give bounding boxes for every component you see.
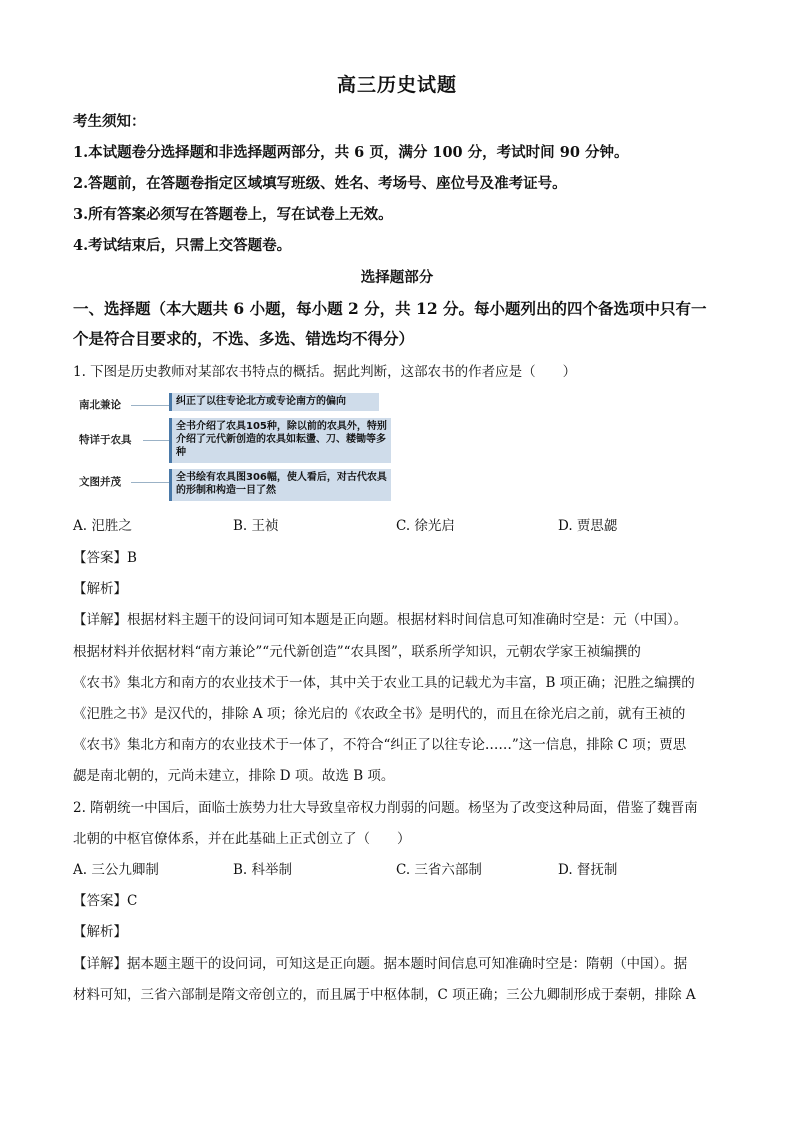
agricultural-book-diagram: [73, 390, 395, 503]
analysis-text: 材料可知，三省六部制是隋文帝创立的，而且属于中枢体制，C 项正确；三公九卿制形成于秦朝，排除 A: [73, 987, 696, 1003]
answer-options: [73, 858, 723, 878]
question-stem: 1. 下图是历史教师对某部农书特点的概括。据此判断，这部农书的作者应是（ ）: [73, 364, 577, 380]
answer-label: 【答案】C: [73, 893, 138, 909]
option-c: C. 徐光启: [396, 518, 455, 534]
option-b: B. 科举制: [233, 862, 293, 878]
connector-line: [131, 482, 169, 483]
answer-label: 【答案】B: [73, 550, 137, 566]
part-one-heading-cont: 个是符合目要求的，不选、多选、错选均不得分）: [73, 329, 415, 348]
page-title: 高三历史试题: [336, 74, 457, 96]
diagram-label: 特详于农具: [79, 434, 132, 446]
notice-item: 4.考试结束后，只需上交答题卷。: [73, 237, 292, 254]
connector-line: [143, 440, 169, 441]
analysis-text: 《汜胜之书》是汉代的，排除 A 项；徐光启的《农政全书》是明代的，而且在徐光启之前，就有王祯的: [73, 706, 686, 722]
section-title: 选择题部分: [360, 269, 434, 286]
connector-line: [131, 405, 169, 406]
option-a: A. 汜胜之: [73, 518, 132, 534]
option-b: B. 王祯: [233, 518, 279, 534]
diagram-label: 南北兼论: [79, 399, 121, 411]
analysis-text: 【详解】根据材料主题干的设问词可知本题是正向题。根据材料时间信息可知准确时空是：元（中国）。: [73, 612, 688, 628]
analysis-heading: 【解析】: [73, 924, 127, 940]
diagram-box: 全书介绍了农具105种，除以前的农具外，特别介绍了元代新创造的农具如耘盪、刀、耧锄等多种: [169, 418, 391, 463]
analysis-text: 《农书》集北方和南方的农业技术于一体了，不符合“纠正了以往专论……”这一信息，排除 C 项；贾思: [73, 737, 687, 753]
answer-options: [73, 514, 723, 534]
analysis-text: 根据材料并依据材料“南方兼论”“元代新创造”“农具图”，联系所学知识，元朝农学家王祯编撰的: [73, 644, 641, 660]
question-stem: 北朝的中枢官僚体系，并在此基础上正式创立了（ ）: [73, 831, 411, 847]
analysis-text: 《农书》集北方和南方的农业技术于一体，其中关于农业工具的记载尤为丰富，B 项正确；汜胜之编撰的: [73, 675, 695, 691]
analysis-text: 【详解】据本题主题干的设问词，可知这是正向题。据本题时间信息可知准确时空是：隋朝（中国）。据: [73, 956, 688, 972]
part-one-heading: 一、选择题（本大题共 6 小题，每小题 2 分，共 12 分。每小题列出的四个备选项中只有一: [73, 299, 707, 318]
notice-item: 3.所有答案必须写在答题卷上，写在试卷上无效。: [73, 206, 393, 223]
option-d: D. 贾思勰: [558, 518, 618, 534]
question-stem: 2. 隋朝统一中国后，面临士族势力壮大导致皇帝权力削弱的问题。杨坚为了改变这种局面，借鉴了魏晋南: [73, 800, 698, 816]
diagram-box: 全书绘有农具图306幅，使人看后，对古代农具的形制和构造一目了然: [169, 469, 391, 501]
notice-heading: 考生须知：: [73, 113, 146, 130]
option-c: C. 三省六部制: [396, 862, 482, 878]
notice-item: 2.答题前，在答题卷指定区域填写班级、姓名、考场号、座位号及准考证号。: [73, 175, 567, 192]
notice-item: 1.本试题卷分选择题和非选择题两部分，共 6 页，满分 100 分，考试时间 90 分钟。: [73, 144, 629, 161]
analysis-heading: 【解析】: [73, 581, 127, 597]
option-d: D. 督抚制: [558, 862, 618, 878]
option-a: A. 三公九卿制: [73, 862, 159, 878]
analysis-text: 勰是南北朝的，元尚未建立，排除 D 项。故选 B 项。: [73, 768, 395, 784]
diagram-label: 文图并茂: [79, 476, 121, 488]
diagram-box: 纠正了以往专论北方或专论南方的偏向: [169, 393, 379, 411]
